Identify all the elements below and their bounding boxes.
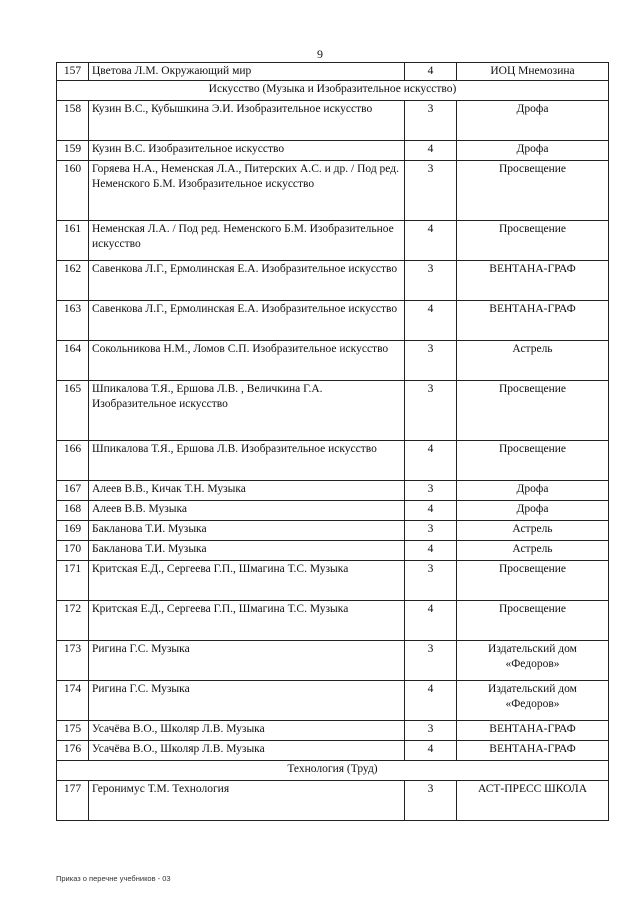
- book-title: Усачёва В.О., Школяр Л.В. Музыка: [89, 721, 405, 741]
- grade-cell: 3: [405, 641, 457, 681]
- book-title: Савенкова Л.Г., Ермолинская Е.А. Изобразительное искусство: [89, 261, 405, 301]
- table-row: [57, 221, 609, 261]
- row-number: 174: [57, 681, 89, 721]
- grade-cell: 3: [405, 521, 457, 541]
- table-row: [57, 721, 609, 741]
- table-row: [57, 161, 609, 221]
- table-row: [57, 521, 609, 541]
- row-number: 165: [57, 381, 89, 441]
- grade-cell: 4: [405, 301, 457, 341]
- row-number: 168: [57, 501, 89, 521]
- publisher-cell: Просвещение: [457, 221, 609, 261]
- page-number: 9: [317, 47, 323, 61]
- publisher-cell: ВЕНТАНА-ГРАФ: [457, 741, 609, 761]
- section-row: [57, 81, 609, 101]
- row-number: 172: [57, 601, 89, 641]
- grade-cell: 3: [405, 781, 457, 821]
- book-title: Критская Е.Д., Сергеева Г.П., Шмагина Т.С. Музыка: [89, 601, 405, 641]
- grade-cell: 4: [405, 501, 457, 521]
- table-row: [57, 541, 609, 561]
- row-number: 162: [57, 261, 89, 301]
- book-title: Критская Е.Д., Сергеева Г.П., Шмагина Т.С. Музыка: [89, 561, 405, 601]
- book-title: Савенкова Л.Г., Ермолинская Е.А. Изобразительное искусство: [89, 301, 405, 341]
- book-title: Ригина Г.С. Музыка: [89, 681, 405, 721]
- row-number: 170: [57, 541, 89, 561]
- grade-cell: 3: [405, 101, 457, 141]
- book-title: Ригина Г.С. Музыка: [89, 641, 405, 681]
- grade-cell: 4: [405, 141, 457, 161]
- publisher-cell: Астрель: [457, 521, 609, 541]
- publisher-cell: Просвещение: [457, 161, 609, 221]
- row-number: 164: [57, 341, 89, 381]
- book-title: Неменская Л.А. / Под ред. Неменского Б.М. Изобразительное искусство: [89, 221, 405, 261]
- table-row: [57, 601, 609, 641]
- row-number: 175: [57, 721, 89, 741]
- table-row: [57, 261, 609, 301]
- grade-cell: 4: [405, 221, 457, 261]
- grade-cell: 3: [405, 481, 457, 501]
- publisher-cell: Просвещение: [457, 561, 609, 601]
- book-title: Усачёва В.О., Школяр Л.В. Музыка: [89, 741, 405, 761]
- book-title: Цветова Л.М. Окружающий мир: [89, 63, 405, 81]
- section-title: Технология (Труд): [57, 761, 609, 781]
- table-row: [57, 101, 609, 141]
- publisher-cell: Астрель: [457, 341, 609, 381]
- grade-cell: 4: [405, 541, 457, 561]
- publisher-cell: Просвещение: [457, 601, 609, 641]
- publisher-cell: Дрофа: [457, 101, 609, 141]
- row-number: 167: [57, 481, 89, 501]
- publisher-cell: АСТ-ПРЕСС ШКОЛА: [457, 781, 609, 821]
- row-number: 166: [57, 441, 89, 481]
- row-number: 161: [57, 221, 89, 261]
- book-title: Алеев В.В. Музыка: [89, 501, 405, 521]
- publisher-cell: Издательский дом «Федоров»: [457, 681, 609, 721]
- publisher-cell: Издательский дом «Федоров»: [457, 641, 609, 681]
- grade-cell: 3: [405, 261, 457, 301]
- publisher-cell: ВЕНТАНА-ГРАФ: [457, 301, 609, 341]
- row-number: 177: [57, 781, 89, 821]
- row-number: 173: [57, 641, 89, 681]
- book-title: Шпикалова Т.Я., Ершова Л.В. , Величкина Г.А. Изобразительное искусство: [89, 381, 405, 441]
- grade-cell: 3: [405, 341, 457, 381]
- grade-cell: 4: [405, 741, 457, 761]
- book-title: Шпикалова Т.Я., Ершова Л.В. Изобразительное искусство: [89, 441, 405, 481]
- grade-cell: 4: [405, 441, 457, 481]
- publisher-cell: Просвещение: [457, 441, 609, 481]
- publisher-cell: Астрель: [457, 541, 609, 561]
- table-row: [57, 641, 609, 681]
- row-number: 158: [57, 101, 89, 141]
- book-title: Сокольникова Н.М., Ломов С.П. Изобразительное искусство: [89, 341, 405, 381]
- row-number: 171: [57, 561, 89, 601]
- book-title: Алеев В.В., Кичак Т.Н. Музыка: [89, 481, 405, 501]
- table-row: [57, 341, 609, 381]
- table-row: [57, 741, 609, 761]
- grade-cell: 4: [405, 681, 457, 721]
- publisher-cell: Дрофа: [457, 141, 609, 161]
- publisher-cell: ИОЦ Мнемозина: [457, 63, 609, 81]
- publisher-cell: Дрофа: [457, 501, 609, 521]
- grade-cell: 3: [405, 381, 457, 441]
- row-number: 163: [57, 301, 89, 341]
- row-number: 160: [57, 161, 89, 221]
- row-number: 157: [57, 63, 89, 81]
- book-title: Кузин В.С. Изобразительное искусство: [89, 141, 405, 161]
- publisher-cell: Просвещение: [457, 381, 609, 441]
- grade-cell: 3: [405, 561, 457, 601]
- book-title: Горяева Н.А., Неменская Л.А., Питерских А.С. и др. / Под ред. Неменского Б.М. Изобразительное искусство: [89, 161, 405, 221]
- section-row: [57, 761, 609, 781]
- table-row: [57, 561, 609, 601]
- book-title: Геронимус Т.М. Технология: [89, 781, 405, 821]
- publisher-cell: Дрофа: [457, 481, 609, 501]
- table-row: [57, 63, 609, 81]
- grade-cell: 4: [405, 601, 457, 641]
- table-row: [57, 441, 609, 481]
- footer-note: Приказ о перечне учебников - 03: [56, 874, 171, 883]
- book-title: Бакланова Т.И. Музыка: [89, 541, 405, 561]
- book-title: Бакланова Т.И. Музыка: [89, 521, 405, 541]
- section-title: Искусство (Музыка и Изобразительное искусство): [57, 81, 609, 101]
- table-row: [57, 501, 609, 521]
- textbook-table: [56, 62, 609, 821]
- table-row: [57, 301, 609, 341]
- grade-cell: 4: [405, 63, 457, 81]
- row-number: 159: [57, 141, 89, 161]
- table-row: [57, 681, 609, 721]
- publisher-cell: ВЕНТАНА-ГРАФ: [457, 721, 609, 741]
- row-number: 176: [57, 741, 89, 761]
- table-row: [57, 141, 609, 161]
- grade-cell: 3: [405, 161, 457, 221]
- table-row: [57, 781, 609, 821]
- row-number: 169: [57, 521, 89, 541]
- book-title: Кузин В.С., Кубышкина Э.И. Изобразительное искусство: [89, 101, 405, 141]
- table-row: [57, 381, 609, 441]
- grade-cell: 3: [405, 721, 457, 741]
- publisher-cell: ВЕНТАНА-ГРАФ: [457, 261, 609, 301]
- table-row: [57, 481, 609, 501]
- textbook-table-body: [57, 63, 609, 821]
